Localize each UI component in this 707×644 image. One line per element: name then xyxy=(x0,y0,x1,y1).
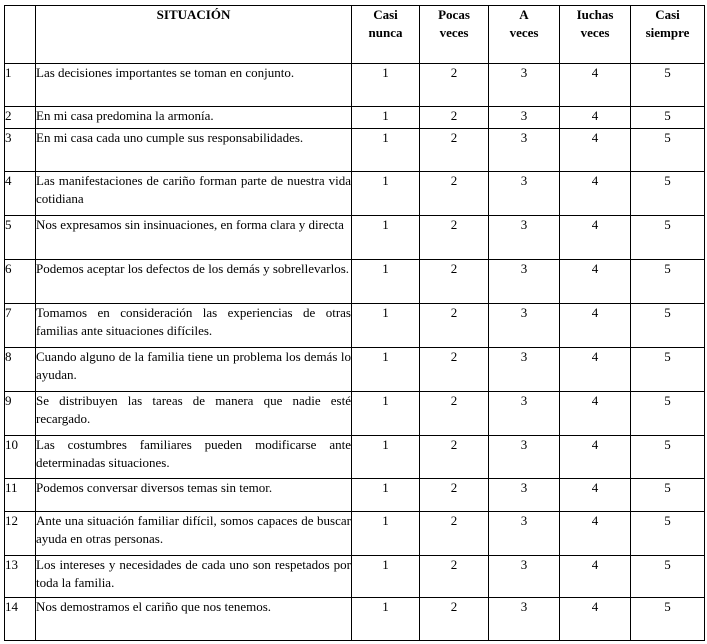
row-statement: En mi casa cada uno cumple sus responsabilidades. xyxy=(36,129,352,172)
header-situacion: SITUACIÓN xyxy=(36,6,352,64)
option-casi-siempre[interactable]: 5 xyxy=(631,172,705,216)
option-a-veces[interactable]: 3 xyxy=(489,436,560,479)
option-casi-siempre[interactable]: 5 xyxy=(631,304,705,348)
option-casi-nunca[interactable]: 1 xyxy=(352,172,420,216)
header-row xyxy=(5,6,705,64)
survey-table xyxy=(4,5,705,641)
table-row xyxy=(5,216,705,260)
option-pocas-veces[interactable]: 2 xyxy=(420,598,489,641)
header-number-cell xyxy=(5,6,36,64)
row-statement: Nos demostramos el cariño que nos tenemos. xyxy=(36,598,352,641)
option-casi-nunca[interactable]: 1 xyxy=(352,129,420,172)
header-a-veces: A veces xyxy=(489,6,560,64)
row-number: 9 xyxy=(5,392,36,436)
option-pocas-veces[interactable]: 2 xyxy=(420,172,489,216)
option-muchas-veces[interactable]: 4 xyxy=(560,512,631,556)
option-casi-nunca[interactable]: 1 xyxy=(352,556,420,598)
option-a-veces[interactable]: 3 xyxy=(489,172,560,216)
row-statement: En mi casa predomina la armonía. xyxy=(36,107,352,129)
option-casi-nunca[interactable]: 1 xyxy=(352,479,420,512)
option-casi-nunca[interactable]: 1 xyxy=(352,216,420,260)
row-statement: Los intereses y necesidades de cada uno son respetados por toda la familia. xyxy=(36,556,352,598)
option-casi-nunca[interactable]: 1 xyxy=(352,436,420,479)
option-casi-nunca[interactable]: 1 xyxy=(352,348,420,392)
option-a-veces[interactable]: 3 xyxy=(489,107,560,129)
table-row xyxy=(5,348,705,392)
option-pocas-veces[interactable]: 2 xyxy=(420,304,489,348)
option-muchas-veces[interactable]: 4 xyxy=(560,107,631,129)
option-casi-siempre[interactable]: 5 xyxy=(631,260,705,304)
row-number: 4 xyxy=(5,172,36,216)
option-pocas-veces[interactable]: 2 xyxy=(420,129,489,172)
row-statement: Nos expresamos sin insinuaciones, en forma clara y directa xyxy=(36,216,352,260)
option-a-veces[interactable]: 3 xyxy=(489,129,560,172)
option-muchas-veces[interactable]: 4 xyxy=(560,129,631,172)
table-row xyxy=(5,172,705,216)
option-casi-nunca[interactable]: 1 xyxy=(352,64,420,107)
option-casi-nunca[interactable]: 1 xyxy=(352,598,420,641)
option-pocas-veces[interactable]: 2 xyxy=(420,436,489,479)
option-casi-siempre[interactable]: 5 xyxy=(631,216,705,260)
row-statement: Se distribuyen las tareas de manera que nadie esté recargado. xyxy=(36,392,352,436)
option-muchas-veces[interactable]: 4 xyxy=(560,392,631,436)
row-number: 5 xyxy=(5,216,36,260)
row-statement: Podemos aceptar los defectos de los demás y sobrellevarlos. xyxy=(36,260,352,304)
row-statement: Ante una situación familiar difícil, somos capaces de buscar ayuda en otras personas. xyxy=(36,512,352,556)
row-number: 12 xyxy=(5,512,36,556)
option-casi-siempre[interactable]: 5 xyxy=(631,436,705,479)
option-muchas-veces[interactable]: 4 xyxy=(560,348,631,392)
option-pocas-veces[interactable]: 2 xyxy=(420,392,489,436)
option-a-veces[interactable]: 3 xyxy=(489,512,560,556)
option-casi-siempre[interactable]: 5 xyxy=(631,479,705,512)
table-row xyxy=(5,260,705,304)
header-pocas-veces: Pocas veces xyxy=(420,6,489,64)
row-number: 7 xyxy=(5,304,36,348)
row-number: 11 xyxy=(5,479,36,512)
option-a-veces[interactable]: 3 xyxy=(489,260,560,304)
option-pocas-veces[interactable]: 2 xyxy=(420,479,489,512)
option-muchas-veces[interactable]: 4 xyxy=(560,304,631,348)
option-pocas-veces[interactable]: 2 xyxy=(420,107,489,129)
option-pocas-veces[interactable]: 2 xyxy=(420,260,489,304)
option-pocas-veces[interactable]: 2 xyxy=(420,512,489,556)
table-row xyxy=(5,479,705,512)
option-casi-siempre[interactable]: 5 xyxy=(631,392,705,436)
option-muchas-veces[interactable]: 4 xyxy=(560,64,631,107)
row-number: 3 xyxy=(5,129,36,172)
table-row xyxy=(5,107,705,129)
option-muchas-veces[interactable]: 4 xyxy=(560,260,631,304)
option-casi-nunca[interactable]: 1 xyxy=(352,304,420,348)
option-a-veces[interactable]: 3 xyxy=(489,348,560,392)
option-casi-nunca[interactable]: 1 xyxy=(352,260,420,304)
row-number: 8 xyxy=(5,348,36,392)
option-casi-siempre[interactable]: 5 xyxy=(631,512,705,556)
row-number: 14 xyxy=(5,598,36,641)
row-statement: Cuando alguno de la familia tiene un problema los demás lo ayudan. xyxy=(36,348,352,392)
option-casi-siempre[interactable]: 5 xyxy=(631,64,705,107)
option-pocas-veces[interactable]: 2 xyxy=(420,348,489,392)
row-number: 2 xyxy=(5,107,36,129)
table-row xyxy=(5,512,705,556)
option-casi-siempre[interactable]: 5 xyxy=(631,598,705,641)
option-muchas-veces[interactable]: 4 xyxy=(560,479,631,512)
header-casi-siempre: Casi siempre xyxy=(631,6,705,64)
option-muchas-veces[interactable]: 4 xyxy=(560,598,631,641)
option-muchas-veces[interactable]: 4 xyxy=(560,436,631,479)
row-number: 10 xyxy=(5,436,36,479)
option-a-veces[interactable]: 3 xyxy=(489,304,560,348)
option-pocas-veces[interactable]: 2 xyxy=(420,64,489,107)
row-statement: Las costumbres familiares pueden modificarse ante determinadas situaciones. xyxy=(36,436,352,479)
option-casi-siempre[interactable]: 5 xyxy=(631,348,705,392)
option-casi-siempre[interactable]: 5 xyxy=(631,556,705,598)
option-a-veces[interactable]: 3 xyxy=(489,479,560,512)
table-row xyxy=(5,598,705,641)
option-casi-siempre[interactable]: 5 xyxy=(631,129,705,172)
option-casi-siempre[interactable]: 5 xyxy=(631,107,705,129)
row-number: 6 xyxy=(5,260,36,304)
row-number: 1 xyxy=(5,64,36,107)
option-casi-nunca[interactable]: 1 xyxy=(352,392,420,436)
option-a-veces[interactable]: 3 xyxy=(489,392,560,436)
table-row xyxy=(5,304,705,348)
option-muchas-veces[interactable]: 4 xyxy=(560,172,631,216)
option-casi-nunca[interactable]: 1 xyxy=(352,512,420,556)
option-pocas-veces[interactable]: 2 xyxy=(420,216,489,260)
option-a-veces[interactable]: 3 xyxy=(489,598,560,641)
row-statement: Las manifestaciones de cariño forman parte de nuestra vida cotidiana xyxy=(36,172,352,216)
row-statement: Podemos conversar diversos temas sin temor. xyxy=(36,479,352,512)
table-row xyxy=(5,64,705,107)
header-muchas-veces: Iuchas veces xyxy=(560,6,631,64)
row-statement: Tomamos en consideración las experiencias de otras familias ante situaciones difíciles. xyxy=(36,304,352,348)
row-statement: Las decisiones importantes se toman en conjunto. xyxy=(36,64,352,107)
table-row xyxy=(5,392,705,436)
row-number: 13 xyxy=(5,556,36,598)
table-row xyxy=(5,129,705,172)
table-row xyxy=(5,436,705,479)
header-casi-nunca: Casi nunca xyxy=(352,6,420,64)
table-row xyxy=(5,556,705,598)
option-muchas-veces[interactable]: 4 xyxy=(560,216,631,260)
option-casi-nunca[interactable]: 1 xyxy=(352,107,420,129)
option-a-veces[interactable]: 3 xyxy=(489,216,560,260)
option-muchas-veces[interactable]: 4 xyxy=(560,556,631,598)
option-a-veces[interactable]: 3 xyxy=(489,556,560,598)
option-a-veces[interactable]: 3 xyxy=(489,64,560,107)
option-pocas-veces[interactable]: 2 xyxy=(420,556,489,598)
